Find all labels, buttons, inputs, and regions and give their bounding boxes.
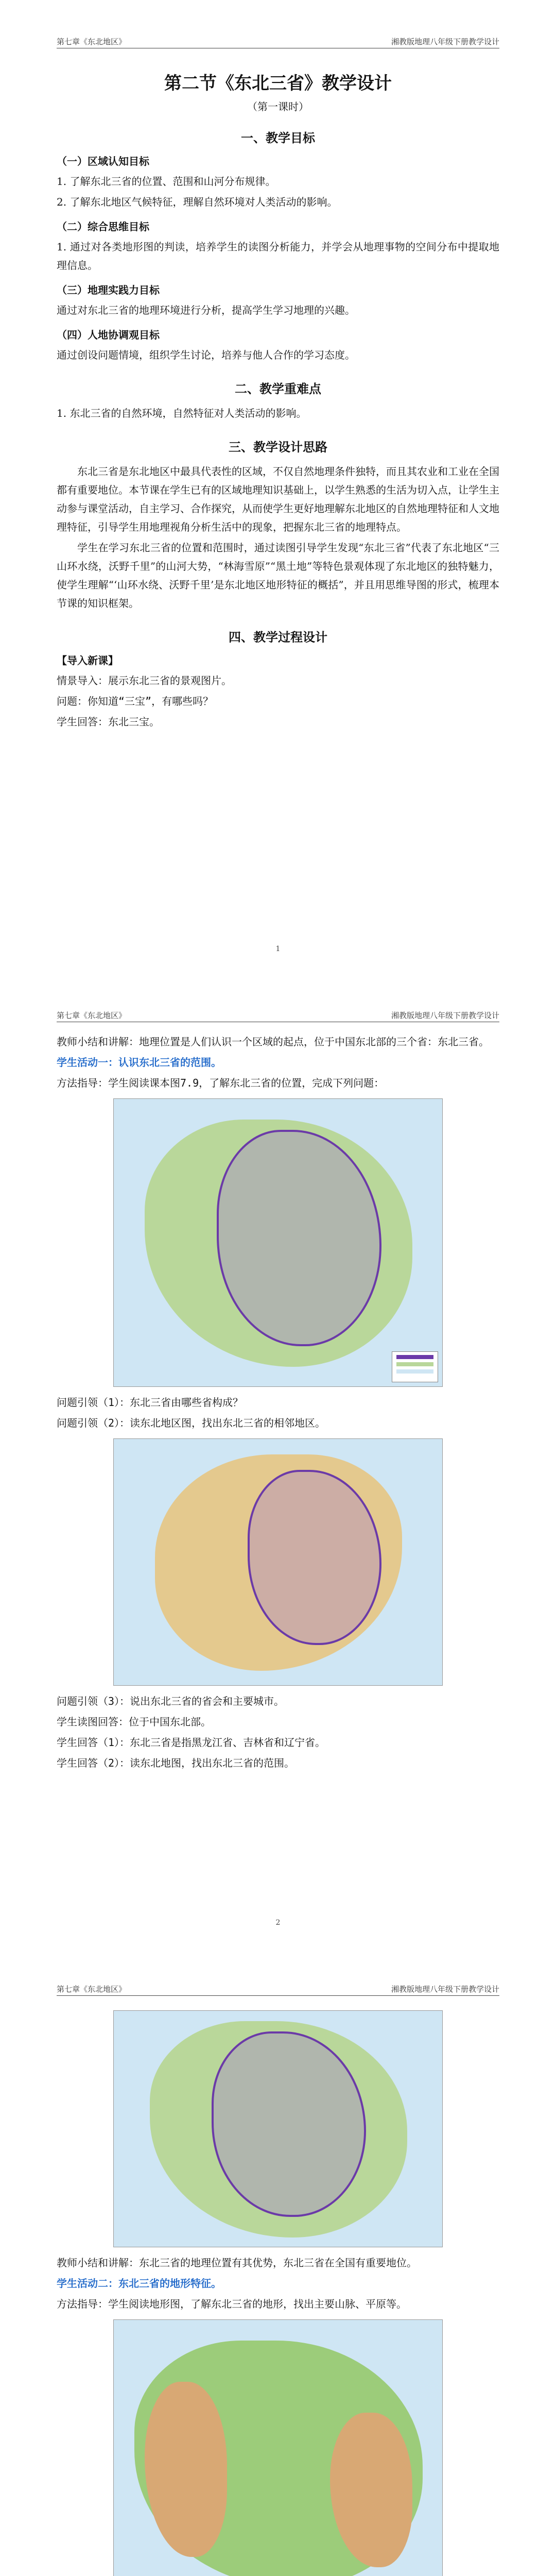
section-concept: 三、教学设计思路 — [229, 439, 327, 454]
page-number: 1 — [275, 945, 281, 953]
map-legend — [392, 1351, 438, 1382]
question: 问题引领（3）：说出东北三省的省会和主要城市。 — [57, 1695, 285, 1707]
objective-text: 通过创设问题情境，组织学生讨论，培养与他人合作的学习态度。 — [57, 349, 355, 361]
objective-text: 通过对东北三省的地理环境进行分析，提高学生学习地理的兴趣。 — [57, 304, 355, 316]
section-objectives: 一、教学目标 — [241, 130, 315, 145]
page-1-content — [57, 57, 499, 733]
teacher-summary: 教师小结和讲解：地理位置是人们认识一个区域的起点，位于中国东北部的三个省：东北三省。 — [57, 1036, 489, 1048]
question: 问题引领（2）：读东北地区图，找出东北三省的相邻地区。 — [57, 1417, 326, 1429]
intro-question: 问题：你知道“三宝”，有哪些吗？ — [57, 695, 214, 707]
running-head-right: 湘教版地理八年级下册教学设计 — [391, 37, 499, 46]
terrain-map — [113, 2319, 443, 2576]
objective-text: 1. 通过对各类地形图的判读，培养学生的读图分析能力，并学会从地理事物的空间分布中提取地理信息。 — [57, 241, 499, 272]
page-2 — [0, 974, 556, 1947]
intro-text: 情景导入：展示东北三省的景观图片。 — [57, 674, 232, 687]
objective-heading: （一）区域认知目标 — [57, 155, 149, 167]
running-head-right: 湘教版地理八年级下册教学设计 — [391, 1011, 499, 1020]
section-key-points: 二、教学重难点 — [235, 381, 321, 396]
page-3-content — [57, 2004, 499, 2576]
student-answer: 学生回答（1）：东北三省是指黑龙江省、吉林省和辽宁省。 — [57, 1736, 326, 1749]
objective-text: 2. 了解东北地区气候特征，理解自然环境对人类活动的影响。 — [57, 196, 338, 208]
running-head-left: 第七章《东北地区》 — [57, 1011, 127, 1020]
map-mountain — [145, 2382, 227, 2557]
intro-answer: 学生回答：东北三宝。 — [57, 716, 160, 728]
objective-heading: （四）人地协调观目标 — [57, 329, 160, 341]
objective-heading: （二）综合思维目标 — [57, 221, 149, 233]
document-subtitle: （第一课时） — [247, 100, 309, 113]
document-title: 第二节《东北三省》教学设计 — [164, 73, 392, 94]
northeast-map — [113, 1098, 443, 1387]
student-answer: 学生回答（2）：读东北地图，找出东北三省的范围。 — [57, 1757, 295, 1769]
page-3 — [0, 1947, 556, 2576]
running-head — [57, 36, 499, 48]
concept-text: 东北三省是东北地区中最具代表性的区域，不仅自然地理条件独特，而且其农业和工业在全国都有重要地位。本节课在学生已有的区域地理知识基础上，以学生熟悉的生活为切入点，让学生主动参与课堂活动，自主学习、合作探究，从而使学生更好地理解东北地区的自然地理特征和人文地理特征，引导学生用地理视角分析生活中的现象，把握东北三省的地理特点。 — [57, 465, 499, 533]
running-head — [57, 1010, 499, 1022]
concept-text: 学生在学习东北三省的位置和范围时，通过读图引导学生发现“东北三省”代表了东北地区“三山环水绕，沃野千里”的山河大势，“林海雪原”“黑土地”等特色景观体现了东北地区的独特魅力，使学生理解“‘山环水绕、沃野千里’是东北地区地形特征的概括”，并且用思维导图的形式，梳理本节课的知识框架。 — [57, 541, 499, 609]
page-number: 2 — [275, 1919, 281, 1927]
student-answer: 学生读图回答：位于中国东北部。 — [57, 1716, 211, 1728]
running-head-left: 第七章《东北地区》 — [57, 1985, 127, 1994]
running-head — [57, 1984, 499, 1996]
activity-heading: 学生活动二：东北三省的地形特征。 — [57, 2277, 221, 2290]
teacher-summary: 教师小结和讲解：东北三省的地理位置有其优势，东北三省在全国有重要地位。 — [57, 2257, 417, 2269]
question: 问题引领（1）：东北三省由哪些省构成？ — [57, 1396, 244, 1409]
objective-heading: （三）地理实践力目标 — [57, 284, 160, 296]
method-guide: 方法指导：学生阅读地形图，了解东北三省的地形，找出主要山脉、平原等。 — [57, 2298, 407, 2310]
provinces-map — [113, 2010, 443, 2247]
running-head-left: 第七章《东北地区》 — [57, 37, 127, 46]
running-head-right: 湘教版地理八年级下册教学设计 — [391, 1985, 499, 1994]
intro-heading: 【导入新课】 — [57, 654, 118, 667]
region-map — [113, 1438, 443, 1686]
method-guide: 方法指导：学生阅读课本图7.9，了解东北三省的位置，完成下列问题： — [57, 1077, 385, 1089]
section-process: 四、教学过程设计 — [229, 630, 327, 645]
page-2-content — [57, 1030, 499, 1774]
key-point-text: 1. 东北三省的自然环境，自然特征对人类活动的影响。 — [57, 407, 307, 419]
page-1 — [0, 0, 556, 974]
activity-heading: 学生活动一：认识东北三省的范围。 — [57, 1056, 221, 1069]
objective-text: 1. 了解东北三省的位置、范围和山河分布规律。 — [57, 175, 276, 188]
